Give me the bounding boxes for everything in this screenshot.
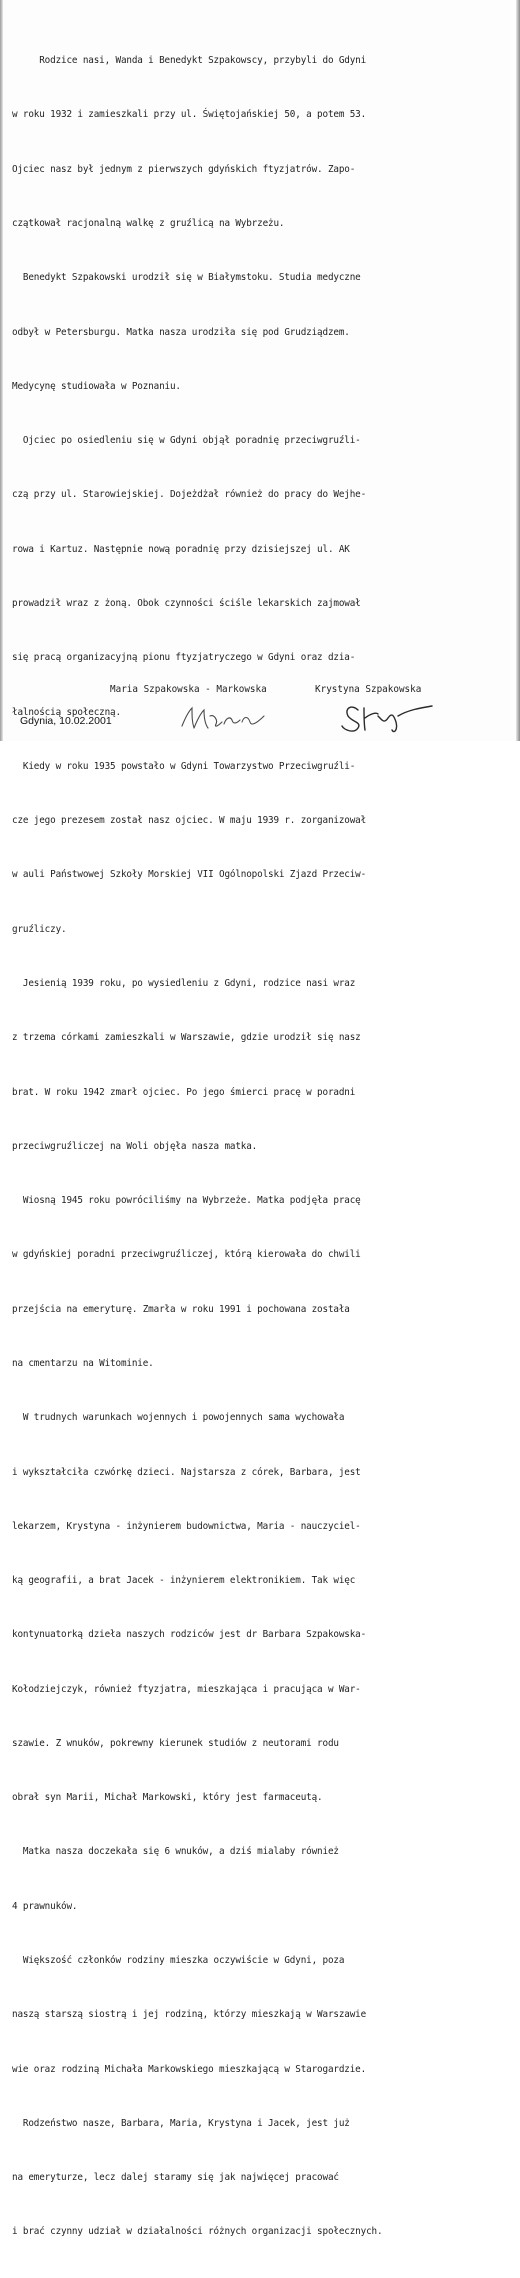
text-line: przejścia na emeryturę. Zmarła w roku 1991 i pochowana została	[12, 1303, 350, 1315]
text-line: W trudnych warunkach wojennych i powojennych sama wychowała	[12, 1412, 345, 1424]
text-line: obrał syn Marii, Michał Markowski, który jest farmaceutą.	[12, 1792, 323, 1804]
text-line: gruźliczy.	[12, 923, 67, 935]
text-line: cze jego prezesem został nasz ojciec. W maju 1939 r. zorganizował	[12, 815, 367, 827]
text-line: Matka nasza doczekała się 6 wnuków, a dziś mialaby również	[12, 1846, 339, 1858]
text-line: prowadził wraz z żoną. Obok czynności ściśle lekarskich zajmował	[12, 598, 361, 609]
handwritten-signature-right	[338, 700, 438, 736]
text-line: szawie. Z wnuków, pokrewny kierunek studiów z neutorami rodu	[12, 1737, 339, 1749]
text-line: w gdyńskiej poradni przeciwgruźliczej, którą kierowała do chwili	[12, 1249, 361, 1261]
text-line: łalnością społeczną.	[12, 706, 121, 718]
text-line: rowa i Kartuz. Następnie nową poradnię przy dzisiejszej ul. AK	[12, 543, 350, 555]
text-line: Wiosną 1945 roku powróciliśmy na Wybrzeże. Matka podjęła pracę	[12, 1195, 361, 1207]
text-line: Ojciec nasz był jednym z pierwszych gdyńskich ftyzjatrów. Zapo-	[12, 163, 356, 175]
text-line: na emeryturze, lecz dalej staramy się jak najwięcej pracować	[12, 2172, 339, 2184]
text-line: kontynuatorką dzieła naszych rodziców jest dr Barbara Szpakowska-	[12, 1629, 367, 1641]
signatory-left-name: Maria Szpakowska - Markowska	[110, 684, 267, 695]
handwritten-signature-left	[178, 704, 270, 734]
text-line: i wykształciła czwórkę dzieci. Najstarsza z córek, Barbara, jest	[12, 1466, 361, 1478]
text-line: brat. W roku 1942 zmarł ojciec. Po jego śmierci pracę w poradni	[12, 1086, 356, 1098]
text-line: Rodzice nasi, Wanda i Benedykt Szpakowscy, przybyli do Gdyni	[12, 55, 367, 67]
text-line: lekarzem, Krystyna - inżynierem budownictwa, Maria - nauczyciel-	[12, 1520, 361, 1532]
text-line: Rodzeństwo nasze, Barbara, Maria, Krystyna i Jacek, jest już	[12, 2117, 350, 2129]
text-line: na cmentarzu na Witominie.	[12, 1357, 154, 1369]
scan-edge-right	[516, 0, 520, 741]
text-line: Jesienią 1939 roku, po wysiedleniu z Gdyni, rodzice nasi wraz	[12, 977, 356, 989]
text-line: odbył w Petersburgu. Matka nasza urodziła się pod Grudziądzem.	[12, 326, 350, 338]
text-line: w roku 1932 i zamieszkali przy ul. Świętojańskiej 50, a potem 53.	[12, 109, 367, 121]
text-line: Ojciec po osiedleniu się w Gdyni objął poradnię przeciwgruźli-	[12, 435, 361, 447]
text-line: ką geografii, a brat Jacek - inżynierem elektronikiem. Tak więc	[12, 1575, 356, 1587]
signatory-right-name: Krystyna Szpakowska	[315, 684, 422, 695]
scan-edge-left	[0, 0, 3, 741]
text-line: wie oraz rodziną Michała Markowskiego mieszkającą w Starogardzie.	[12, 2063, 367, 2075]
text-line: czą przy ul. Starowiejskiej. Dojeżdżał również do pracy do Wejhe-	[12, 489, 367, 501]
document-body	[12, 16, 512, 2278]
text-line: w auli Państwowej Szkoły Morskiej VII Ogólnopolski Zjazd Przeciw-	[12, 869, 367, 881]
text-line: Kołodziejczyk, również ftyzjatra, mieszkająca i pracująca w War-	[12, 1683, 361, 1695]
text-line: Medycynę studiowała w Poznaniu.	[12, 380, 181, 392]
place-and-date: Gdynia, 10.02.2001	[20, 715, 112, 727]
text-line: z trzema córkami zamieszkali w Warszawie, gdzie urodził się nasz	[12, 1032, 361, 1044]
text-line: naszą starszą siostrą i jej rodziną, którzy mieszkają w Warszawie	[12, 2009, 367, 2021]
text-line: 4 prawnuków.	[12, 1900, 78, 1912]
text-line: Większość członków rodziny mieszka oczywiście w Gdyni, poza	[12, 1955, 345, 1967]
text-line: i brać czynny udział w działalności różnych organizacji społecznych.	[12, 2226, 383, 2238]
text-line: się pracą organizacyjną pionu ftyzjatryczego w Gdyni oraz dzia-	[12, 652, 356, 664]
text-line: Benedykt Szpakowski urodził się w Białymstoku. Studia medyczne	[12, 272, 361, 284]
text-line: przeciwgruźliczej na Woli objęła nasza matka.	[12, 1140, 258, 1152]
text-line: Kiedy w roku 1935 powstało w Gdyni Towarzystwo Przeciwgruźli-	[12, 760, 356, 772]
text-line: czątkował racjonalną walkę z gruźlicą na Wybrzeżu.	[12, 218, 285, 230]
